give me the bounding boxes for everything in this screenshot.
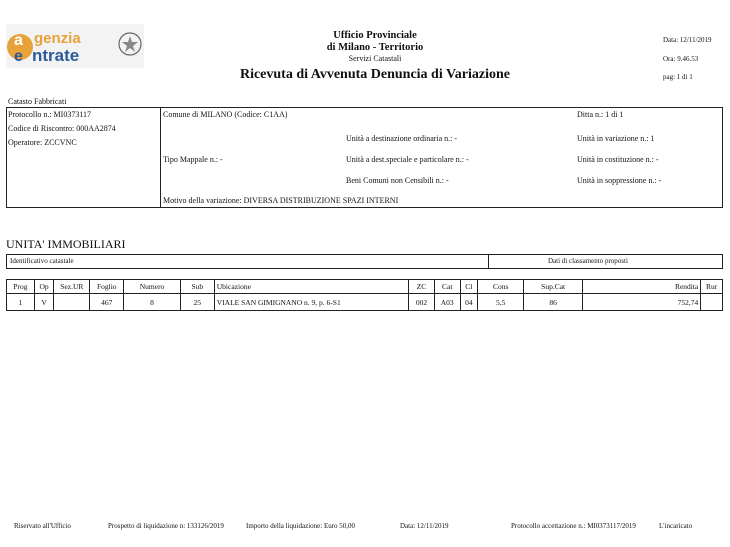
- col-sup-cat: Sup.Cat: [524, 280, 583, 294]
- tipo-mappale: Tipo Mappale n.: -: [163, 155, 223, 164]
- table-header-row: [7, 280, 723, 294]
- col-foglio: Foglio: [90, 280, 124, 294]
- cell-cl: 04: [460, 294, 477, 311]
- classamento-label: Dati di classamento proposti: [548, 257, 628, 265]
- office-service: Servizi Catastali: [348, 54, 402, 63]
- in-variazione: Unità in variazione n.: 1: [577, 134, 655, 143]
- col-cons: Cons: [478, 280, 524, 294]
- beni-comuni: Beni Comuni non Censibili n.: -: [346, 176, 449, 185]
- logo-word-ntrate: ntrate: [32, 46, 80, 65]
- footer-riservato: Riservato all'Ufficio: [14, 522, 71, 530]
- logo-letter-a: a: [14, 32, 23, 49]
- cell-ubicazione: VIALE SAN GIMIGNANO n. 9, p. 6-S1: [214, 294, 408, 311]
- cell-rendita: 752,74: [582, 294, 700, 311]
- section-title: UNITA' IMMOBILIARI: [6, 237, 126, 251]
- dest-speciale: Unità a dest.speciale e particolare n.: -: [346, 155, 469, 164]
- footer-prospetto: Prospetto di liquidazione n: 133126/2019: [108, 522, 224, 530]
- footer-data: Data: 12/11/2019: [400, 522, 449, 530]
- cell-foglio: 467: [90, 294, 124, 311]
- office-location: di Milano - Territorio: [326, 42, 424, 53]
- motivo-variazione: Motivo della variazione: DIVERSA DISTRIBUZIONE SPAZI INTERNI: [163, 196, 399, 205]
- col-ubicazione: Ubicazione: [214, 280, 408, 294]
- comune: Comune di MILANO (Codice: C1AA): [163, 110, 288, 119]
- table-row: [7, 294, 723, 311]
- header-page: pag: 1 di 1: [663, 73, 693, 81]
- ditta: Ditta n.: 1 di 1: [577, 110, 624, 119]
- col-sub: Sub: [180, 280, 214, 294]
- col-rendita: Rendita: [582, 280, 700, 294]
- footer-importo: Importo della liquidazione: Euro 50,00: [246, 522, 356, 530]
- logo-letter-e: e: [14, 48, 23, 65]
- header-date: Data: 12/11/2019: [663, 36, 712, 44]
- operatore: Operatore: ZCCVNC: [8, 138, 77, 147]
- cell-numero: 8: [124, 294, 181, 311]
- cell-cat: A03: [434, 294, 460, 311]
- cell-cons: 5,5: [478, 294, 524, 311]
- document-header: [200, 30, 550, 84]
- cell-rur: [701, 294, 723, 311]
- logo-word-genzia: genzia: [34, 30, 81, 47]
- col-cat: Cat: [434, 280, 460, 294]
- footer-incaricato: L'incaricato: [659, 522, 693, 530]
- agenzia-entrate-logo: [6, 24, 144, 68]
- col-sez-ur: Sez.UR: [54, 280, 90, 294]
- cell-sup-cat: 86: [524, 294, 583, 311]
- col-zc: ZC: [409, 280, 435, 294]
- unita-table: [6, 279, 723, 311]
- col-numero: Numero: [124, 280, 181, 294]
- catasto-divider: [160, 107, 161, 208]
- protocollo: Protocollo n.: MI0373117: [8, 110, 92, 119]
- codice-riscontro: Codice di Riscontro: 000AA2874: [8, 124, 116, 133]
- in-costituzione: Unità in costituzione n.: -: [577, 155, 659, 164]
- cell-zc: 002: [409, 294, 435, 311]
- cell-sez-ur: [54, 294, 90, 311]
- col-cl: Cl: [460, 280, 477, 294]
- footer-protocollo: Protocollo accettazione n.: MI0373117/2019: [511, 522, 636, 530]
- col-prog: Prog: [7, 280, 35, 294]
- unita-header-divider: [488, 254, 489, 269]
- col-op: Op: [34, 280, 54, 294]
- header-time: Ora: 9.46.53: [663, 55, 699, 63]
- cell-prog: 1: [7, 294, 35, 311]
- office-name: Ufficio Provinciale: [333, 30, 417, 41]
- identificativo-label: Identificativo catastale: [10, 257, 74, 265]
- dest-ordinaria: Unità a destinazione ordinaria n.: -: [346, 134, 458, 143]
- catasto-label: Catasto Fabbricati: [8, 97, 67, 106]
- in-soppressione: Unità in soppressione n.: -: [577, 176, 662, 185]
- cell-sub: 25: [180, 294, 214, 311]
- col-rur: Rur: [701, 280, 723, 294]
- document-title: Ricevuta di Avvenuta Denuncia di Variazione: [239, 67, 511, 82]
- cell-op: V: [34, 294, 54, 311]
